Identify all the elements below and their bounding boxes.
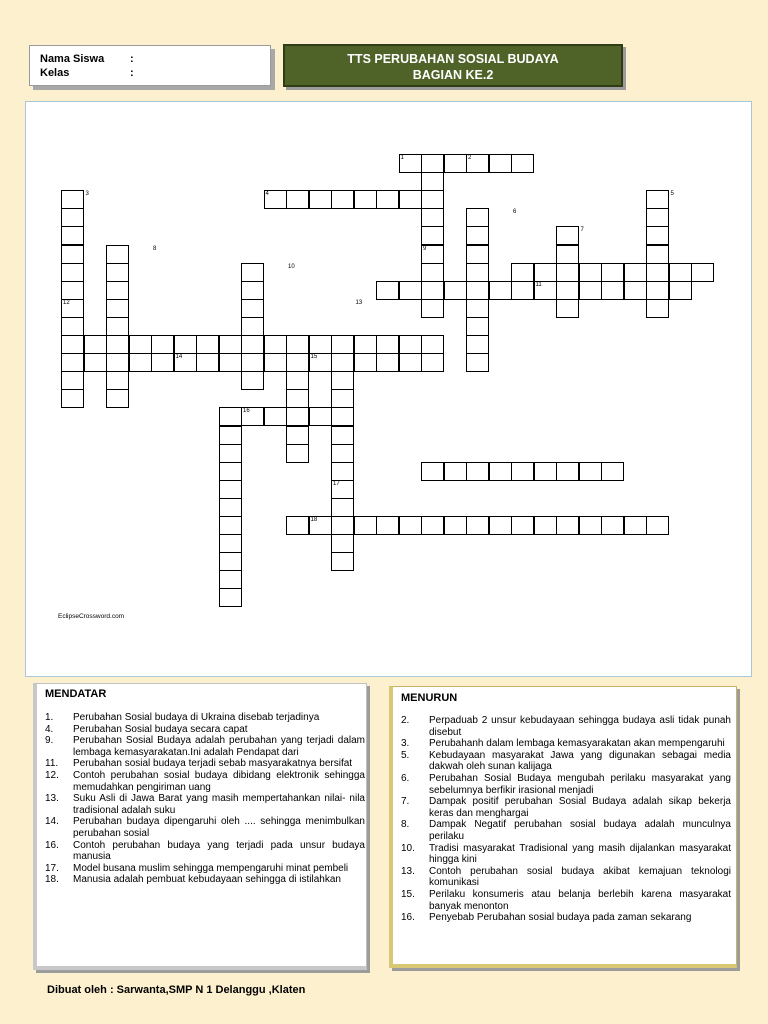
crossword-cell[interactable]	[196, 335, 219, 354]
crossword-cell[interactable]	[331, 444, 354, 463]
crossword-cell[interactable]	[376, 335, 399, 354]
crossword-cell[interactable]	[466, 281, 489, 300]
crossword-cell[interactable]	[219, 444, 242, 463]
clue-text: Contoh perubahan sosial budaya akibat kemajuan teknologi komunikasi	[429, 865, 731, 889]
crossword-cell[interactable]	[421, 462, 444, 481]
crossword-cell[interactable]	[106, 389, 129, 408]
student-class-row	[40, 66, 270, 80]
crossword-cell[interactable]	[241, 335, 264, 354]
menurun-clue-item	[401, 738, 731, 750]
crossword-cell[interactable]	[444, 281, 467, 300]
crossword-cell[interactable]	[511, 516, 534, 535]
clue-text: Dampak Negatif perubahan sosial budaya adalah munculnya perilaku	[429, 819, 731, 842]
title-banner	[283, 44, 623, 87]
clue-number-label: 2	[468, 155, 472, 161]
crossword-cell[interactable]	[354, 353, 377, 372]
clue-number: 6.	[401, 772, 410, 784]
crossword-cell[interactable]	[264, 335, 287, 354]
clue-number-label: 8	[153, 245, 157, 252]
crossword-cell[interactable]	[219, 407, 242, 426]
crossword-cell[interactable]	[466, 462, 489, 481]
crossword-cell[interactable]	[61, 389, 84, 408]
menurun-clue-item	[401, 866, 731, 889]
crossword-cell[interactable]	[399, 516, 422, 535]
crossword-cell[interactable]	[309, 335, 332, 354]
crossword-cell[interactable]	[264, 407, 287, 426]
mendatar-clue-item	[45, 793, 365, 816]
crossword-cell[interactable]	[579, 462, 602, 481]
mendatar-clue-list	[45, 712, 365, 886]
crossword-cell[interactable]	[556, 516, 579, 535]
crossword-cell[interactable]	[354, 516, 377, 535]
crossword-cell[interactable]	[129, 335, 152, 354]
crossword-cell[interactable]	[646, 190, 669, 209]
mendatar-clue-item	[45, 758, 365, 770]
clue-text: Perubahan sosial budaya terjadi sebab masyarakatnya bersifat	[73, 758, 353, 770]
crossword-cell[interactable]	[421, 353, 444, 372]
mendatar-clue-item	[45, 874, 365, 886]
crossword-cell[interactable]	[421, 299, 444, 318]
crossword-cell[interactable]	[61, 371, 84, 390]
clue-number-label: 11	[535, 281, 542, 288]
crossword-cell[interactable]	[421, 226, 444, 245]
clue-text: Penyebab Perubahan sosial budaya pada zaman sekarang	[429, 912, 692, 924]
crossword-cell[interactable]	[466, 245, 489, 264]
crossword-cell[interactable]	[421, 281, 444, 300]
clue-number: 12.	[45, 769, 59, 781]
clue-text: Perubahan budaya dipengaruhi oleh .... sehingga menimbulkan perubahan sosial	[73, 816, 365, 839]
menurun-clue-item	[401, 715, 731, 738]
crossword-cell[interactable]	[556, 226, 579, 245]
clue-number-label: 7	[580, 227, 584, 234]
clue-number: 15.	[401, 888, 415, 900]
clue-number: 10.	[401, 842, 415, 854]
crossword-cell[interactable]	[421, 208, 444, 227]
crossword-cell[interactable]	[61, 226, 84, 245]
crossword-cell[interactable]	[241, 299, 264, 318]
clue-number: 3.	[401, 738, 410, 750]
crossword-cell[interactable]	[466, 208, 489, 227]
crossword-cell[interactable]	[646, 516, 669, 535]
clue-number: 14.	[45, 816, 59, 828]
crossword-cell[interactable]	[106, 299, 129, 318]
crossword-grid	[25, 101, 752, 677]
crossword-cell[interactable]	[489, 462, 512, 481]
menurun-clue-item	[401, 796, 731, 819]
crossword-cell[interactable]	[219, 498, 242, 517]
crossword-cell[interactable]	[624, 263, 647, 282]
clue-text: Perubahan Sosial Budaya adalah perubahan yang terjadi dalam lembaga kemasyarakatan.Ini adalah Pendapat dari	[73, 735, 365, 758]
clue-number: 11.	[45, 758, 59, 770]
clue-number-label: 10	[288, 263, 295, 270]
crossword-cell[interactable]	[646, 245, 669, 264]
name-colon: :	[130, 53, 134, 65]
crossword-cell[interactable]	[669, 263, 692, 282]
crossword-cell[interactable]	[399, 353, 422, 372]
crossword-cell[interactable]	[241, 371, 264, 390]
clue-number-label: 1	[400, 155, 404, 161]
crossword-cell[interactable]	[219, 588, 242, 607]
crossword-cell[interactable]	[624, 281, 647, 300]
clue-text: Manusia adalah pembuat kebudayaan sehingga di istilahkan	[73, 874, 341, 886]
crossword-cell[interactable]	[241, 263, 264, 282]
clue-number: 5.	[401, 749, 410, 761]
clue-number-label: 14	[175, 354, 183, 361]
menurun-clue-box	[389, 686, 737, 968]
clue-text: Perilaku konsumeris atau belanja berlebih karena masyarakat banyak menonton	[429, 888, 731, 912]
menurun-heading: MENURUN	[401, 692, 458, 704]
class-colon: :	[130, 67, 134, 79]
crossword-cell[interactable]	[264, 353, 287, 372]
crossword-cell[interactable]	[624, 516, 647, 535]
student-info-box	[29, 45, 271, 86]
crossword-cell[interactable]	[61, 208, 84, 227]
crossword-cell[interactable]	[286, 516, 309, 535]
clue-text: Suku Asli di Jawa Barat yang masih mempertahankan nilai- nila tradisional adalah suku	[73, 793, 365, 816]
clue-number-label: 12	[63, 299, 70, 306]
crossword-cell[interactable]	[331, 353, 354, 372]
mendatar-clue-item	[45, 816, 365, 839]
student-name-row	[40, 52, 270, 66]
clue-text: Perpaduab 2 unsur kebudayaan sehingga budaya asli tidak punah disebut	[429, 715, 731, 738]
crossword-cell[interactable]	[466, 263, 489, 282]
crossword-cell[interactable]	[511, 154, 534, 173]
crossword-cell[interactable]	[556, 462, 579, 481]
crossword-cell[interactable]	[174, 335, 197, 354]
watermark: EclipseCrossword.com	[58, 613, 125, 620]
crossword-cell[interactable]	[489, 516, 512, 535]
crossword-cell[interactable]	[489, 154, 512, 173]
crossword-cell[interactable]	[286, 389, 309, 408]
menurun-clue-item	[401, 889, 731, 912]
clue-text: Contoh perubahan budaya yang terjadi pada unsur budaya manusia	[73, 839, 365, 863]
clue-text: Perubahan Sosial budaya secara capat	[73, 723, 248, 735]
crossword-cell[interactable]	[331, 462, 354, 481]
crossword-cell[interactable]	[241, 353, 264, 372]
crossword-cell[interactable]	[579, 281, 602, 300]
crossword-cell[interactable]	[399, 190, 422, 209]
mendatar-heading: MENDATAR	[45, 688, 107, 700]
crossword-cell[interactable]	[219, 426, 242, 445]
crossword-cell[interactable]	[331, 407, 354, 426]
clue-number-label: 4	[265, 191, 269, 198]
crossword-cell[interactable]	[579, 516, 602, 535]
crossword-cell[interactable]	[669, 281, 692, 300]
crossword-cell[interactable]	[286, 335, 309, 354]
mendatar-clue-item	[45, 735, 365, 758]
crossword-cell[interactable]	[286, 407, 309, 426]
crossword-cell[interactable]	[466, 335, 489, 354]
crossword-cell[interactable]	[466, 353, 489, 372]
crossword-cell[interactable]	[399, 281, 422, 300]
crossword-cell[interactable]	[196, 353, 219, 372]
class-label: Kelas	[40, 67, 70, 79]
crossword-cell[interactable]	[286, 426, 309, 445]
crossword-cell[interactable]	[421, 172, 444, 191]
clue-text: Perubahan Sosial budaya di Ukraina disebab terjadinya	[73, 712, 320, 723]
crossword-cell[interactable]	[286, 190, 309, 209]
crossword-cell[interactable]	[601, 516, 624, 535]
menurun-clue-list	[401, 715, 731, 924]
crossword-cell[interactable]	[399, 335, 422, 354]
clue-number: 17.	[45, 862, 59, 874]
clue-number: 2.	[401, 715, 410, 726]
clue-number-label: 6	[513, 209, 517, 216]
crossword-cell[interactable]	[61, 281, 84, 300]
clue-number-label: 13	[355, 299, 363, 306]
menurun-clue-item	[401, 750, 731, 773]
crossword-cell[interactable]	[331, 389, 354, 408]
crossword-cell[interactable]	[241, 281, 264, 300]
crossword-cell[interactable]	[354, 335, 377, 354]
crossword-cell[interactable]	[466, 226, 489, 245]
crossword-cell[interactable]	[106, 263, 129, 282]
crossword-cell[interactable]	[444, 154, 467, 173]
clue-number-label: 17	[333, 480, 340, 487]
crossword-cell[interactable]	[331, 534, 354, 553]
clue-number-label: 18	[310, 517, 318, 523]
crossword-cell[interactable]	[511, 263, 534, 282]
crossword-cell[interactable]	[376, 516, 399, 535]
mendatar-clue-box	[33, 683, 367, 970]
crossword-cell[interactable]	[286, 371, 309, 390]
crossword-cell[interactable]	[309, 190, 332, 209]
clue-number-label: 3	[85, 191, 89, 198]
crossword-cell[interactable]	[309, 407, 332, 426]
crossword-cell[interactable]	[534, 462, 557, 481]
crossword-cell[interactable]	[106, 281, 129, 300]
crossword-cell[interactable]	[466, 516, 489, 535]
crossword-cell[interactable]	[579, 263, 602, 282]
clue-number: 16.	[401, 912, 415, 924]
menurun-clue-item	[401, 773, 731, 796]
crossword-cell[interactable]	[331, 498, 354, 517]
crossword-cell[interactable]	[61, 353, 84, 372]
crossword-cell[interactable]	[444, 516, 467, 535]
crossword-cell[interactable]	[61, 190, 84, 209]
crossword-cell[interactable]	[331, 335, 354, 354]
clue-number: 18.	[45, 874, 59, 886]
clue-text: Contoh perubahan sosial budaya dibidang elektronik sehingga memudahkan pengiriman uang	[73, 769, 365, 793]
crossword-cell[interactable]	[511, 462, 534, 481]
crossword-cell[interactable]	[421, 154, 444, 173]
clue-number: 13.	[401, 865, 415, 877]
footer-credit: Dibuat oleh : Sarwanta,SMP N 1 Delanggu ,Klaten	[47, 984, 306, 996]
crossword-cell[interactable]	[556, 263, 579, 282]
clue-number: 7.	[401, 796, 410, 808]
mendatar-clue-item	[45, 840, 365, 863]
crossword-cell[interactable]	[646, 226, 669, 245]
crossword-cell[interactable]	[286, 444, 309, 463]
clue-text: Tradisi masyarakat Tradisional yang masih dijalankan masyarakat hingga kini	[429, 842, 731, 866]
crossword-cell[interactable]	[556, 281, 579, 300]
crossword-cell[interactable]	[331, 190, 354, 209]
crossword-cell[interactable]	[84, 353, 107, 372]
crossword-cell[interactable]	[466, 299, 489, 318]
crossword-cell[interactable]	[354, 190, 377, 209]
crossword-cell[interactable]	[241, 317, 264, 336]
mendatar-clue-item	[45, 863, 365, 875]
crossword-cell[interactable]	[601, 263, 624, 282]
clue-text: Perubahan Sosial Budaya mengubah perilaku masyarakat yang sebelumnya berfikir irasional menjadi	[429, 772, 731, 796]
crossword-cell[interactable]	[61, 335, 84, 354]
crossword-cell[interactable]	[106, 353, 129, 372]
crossword-cell[interactable]	[219, 534, 242, 553]
crossword-cell[interactable]	[106, 245, 129, 264]
crossword-cell[interactable]	[601, 462, 624, 481]
crossword-cell[interactable]	[421, 190, 444, 209]
crossword-cell[interactable]	[331, 426, 354, 445]
mendatar-clue-item	[45, 724, 365, 736]
mendatar-clue-item	[45, 712, 365, 724]
crossword-cell[interactable]	[106, 371, 129, 390]
crossword-cell[interactable]	[331, 552, 354, 571]
crossword-cell[interactable]	[219, 353, 242, 372]
crossword-cell[interactable]	[106, 335, 129, 354]
crossword-cell[interactable]	[466, 317, 489, 336]
crossword-cell[interactable]	[286, 353, 309, 372]
name-label: Nama Siswa	[40, 53, 105, 65]
crossword-cell[interactable]	[219, 480, 242, 499]
crossword-cell[interactable]	[646, 263, 669, 282]
crossword-cell[interactable]	[646, 299, 669, 318]
crossword-cell[interactable]	[691, 263, 714, 282]
crossword-cell[interactable]	[421, 263, 444, 282]
crossword-cell[interactable]	[219, 335, 242, 354]
clue-number: 9.	[45, 735, 54, 747]
crossword-cell[interactable]	[534, 516, 557, 535]
crossword-cell[interactable]	[534, 263, 557, 282]
clue-text: Dampak positif perubahan Sosial Budaya adalah sikap bekerja keras dan menghargai	[429, 796, 731, 819]
crossword-cell[interactable]	[421, 516, 444, 535]
clue-number: 16.	[45, 839, 59, 851]
crossword-cell[interactable]	[61, 245, 84, 264]
crossword-cell[interactable]	[646, 208, 669, 227]
crossword-cell[interactable]	[601, 281, 624, 300]
crossword-cell[interactable]	[556, 245, 579, 264]
crossword-cell[interactable]	[129, 353, 152, 372]
crossword-cell[interactable]	[376, 281, 399, 300]
clue-number-label: 9	[423, 245, 427, 252]
crossword-cell[interactable]	[511, 281, 534, 300]
clue-number-label: 15	[310, 354, 318, 361]
clue-number: 4.	[45, 723, 54, 735]
title-line-2: BAGIAN KE.2	[412, 68, 494, 82]
clue-number: 13.	[45, 793, 59, 805]
crossword-cell[interactable]	[219, 570, 242, 589]
clue-number-label: 5	[670, 191, 674, 198]
mendatar-clue-item	[45, 770, 365, 793]
crossword-cell[interactable]	[61, 263, 84, 282]
crossword-cell[interactable]	[376, 190, 399, 209]
crossword-cell[interactable]	[646, 281, 669, 300]
crossword-cell[interactable]	[331, 371, 354, 390]
clue-number: 8.	[401, 819, 410, 831]
crossword-cell[interactable]	[219, 516, 242, 535]
crossword-cell[interactable]	[556, 299, 579, 318]
crossword-cell[interactable]	[151, 335, 174, 354]
crossword-cell[interactable]	[151, 353, 174, 372]
crossword-cell[interactable]	[444, 462, 467, 481]
clue-number-label: 16	[243, 408, 250, 415]
clue-text: Kebudayaan masyarakat Jawa yang digunakan sebagai media dakwah oleh sunan kalijaga	[429, 749, 731, 773]
crossword-cell[interactable]	[219, 462, 242, 481]
crossword-cell[interactable]	[219, 552, 242, 571]
clue-text: Model busana muslim sehingga mempengaruhi minat pembeli	[73, 862, 349, 874]
crossword-cell[interactable]	[106, 317, 129, 336]
menurun-clue-item	[401, 843, 731, 866]
crossword-cell[interactable]	[84, 335, 107, 354]
clue-number: 1.	[45, 712, 54, 723]
menurun-clue-item	[401, 912, 731, 924]
clue-text: Perubahanh dalam lembaga kemasyarakatan akan mempengaruhi	[429, 738, 725, 750]
crossword-cell[interactable]	[61, 317, 84, 336]
title-line-1: TTS PERUBAHAN SOSIAL BUDAYA	[347, 52, 559, 66]
menurun-clue-item	[401, 819, 731, 842]
crossword-cell[interactable]	[331, 516, 354, 535]
crossword-cell[interactable]	[489, 281, 512, 300]
crossword-cell[interactable]	[421, 335, 444, 354]
crossword-cell[interactable]	[376, 353, 399, 372]
